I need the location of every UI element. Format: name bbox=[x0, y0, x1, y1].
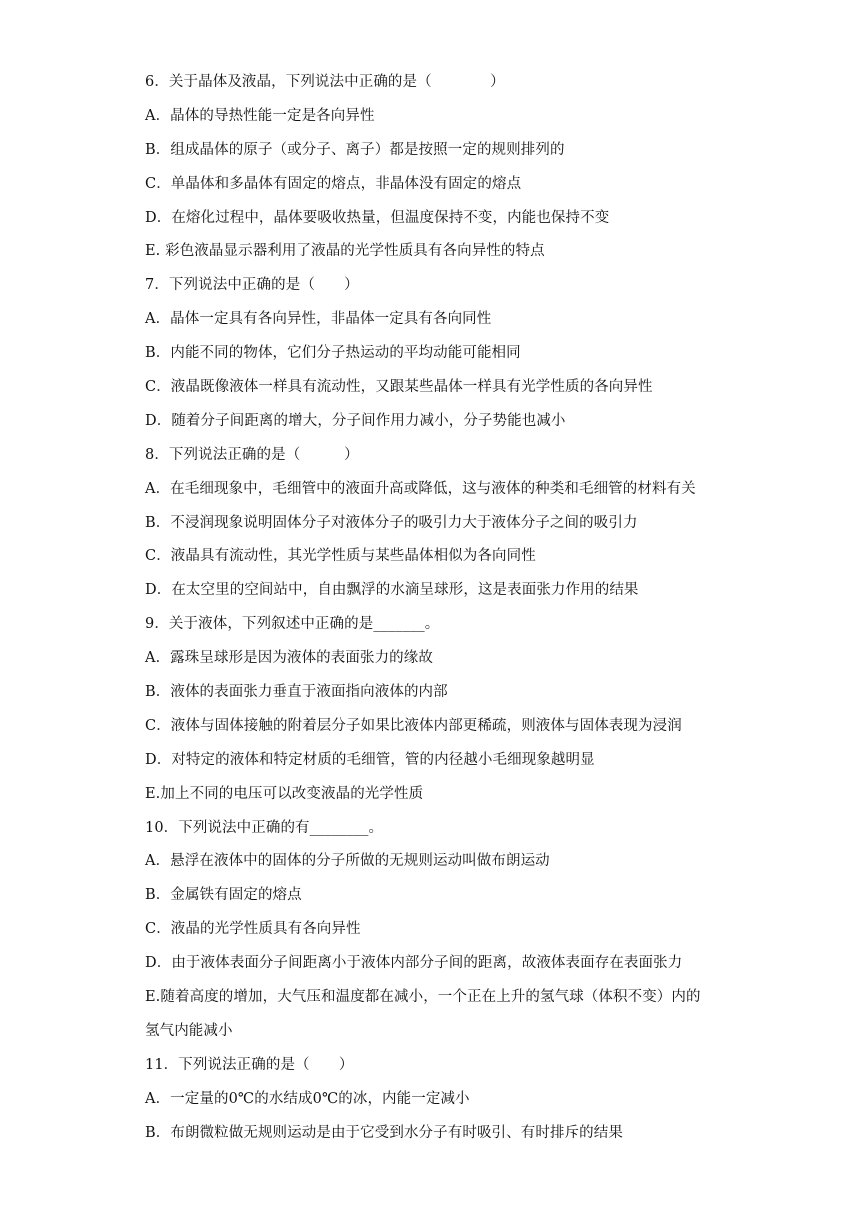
q7-option-c: C．液晶既像液体一样具有流动性，又跟某些晶体一样具有光学性质的各向异性 bbox=[145, 379, 653, 396]
document-page bbox=[145, 66, 745, 1151]
q7-option-b: B．内能不同的物体，它们分子热运动的平均动能可能相同 bbox=[145, 345, 521, 362]
q8-stem: 8．下列说法正确的是（ ） bbox=[145, 446, 359, 463]
q10-option-e: E.随着高度的增加，大气压和温度都在减小，一个正在上升的氢气球（体积不变）内的 bbox=[145, 989, 701, 1006]
q10-option-a: A．悬浮在液体中的固体的分子所做的无规则运动叫做布朗运动 bbox=[145, 853, 550, 870]
q10-option-b: B．金属铁有固定的熔点 bbox=[145, 887, 302, 904]
q7-option-a: A．晶体一定具有各向异性，非晶体一定具有各向同性 bbox=[145, 311, 492, 328]
q9-option-e: E.加上不同的电压可以改变液晶的光学性质 bbox=[145, 785, 424, 802]
q9-stem: 9．关于液体，下列叙述中正确的是_______。 bbox=[145, 616, 440, 633]
q10-option-e-continued: 氢气内能减小 bbox=[145, 1022, 233, 1039]
q9-option-b: B．液体的表面张力垂直于液面指向液体的内部 bbox=[145, 684, 448, 701]
q6-option-c: C．单晶体和多晶体有固定的熔点，非晶体没有固定的熔点 bbox=[145, 175, 522, 192]
q8-option-a: A．在毛细现象中，毛细管中的液面升高或降低，这与液体的种类和毛细管的材料有关 bbox=[145, 480, 696, 497]
q11-option-b: B．布朗微粒做无规则运动是由于它受到水分子有时吸引、有时排斥的结果 bbox=[145, 1124, 623, 1141]
q10-stem: 10．下列说法中正确的有________。 bbox=[145, 819, 384, 836]
q9-option-d: D．对特定的液体和特定材质的毛细管，管的内径越小毛细现象越明显 bbox=[145, 751, 595, 768]
q9-option-c: C．液体与固体接触的附着层分子如果比液体内部更稀疏，则液体与固体表现为浸润 bbox=[145, 717, 682, 734]
q10-option-d: D．由于液体表面分子间距离小于液体内部分子间的距离，故液体表面存在表面张力 bbox=[145, 955, 683, 972]
q9-option-a: A．露珠呈球形是因为液体的表面张力的缘故 bbox=[145, 650, 433, 667]
q6-option-a: A．晶体的导热性能一定是各向异性 bbox=[145, 107, 375, 124]
q7-stem: 7．下列说法中正确的是（ ） bbox=[145, 277, 359, 294]
q6-stem: 6．关于晶体及液晶，下列说法中正确的是（ ） bbox=[145, 74, 505, 90]
q7-option-d: D．随着分子间距离的增大，分子间作用力减小，分子势能也减小 bbox=[145, 412, 566, 429]
q8-option-c: C．液晶具有流动性，其光学性质与某些晶体相似为各向同性 bbox=[145, 548, 536, 565]
q10-option-c: C．液晶的光学性质具有各向异性 bbox=[145, 921, 361, 938]
q8-option-b: B．不浸润现象说明固体分子对液体分子的吸引力大于液体分子之间的吸引力 bbox=[145, 514, 638, 531]
q6-option-e: E. 彩色液晶显示器利用了液晶的光学性质具有各向异性的特点 bbox=[145, 243, 545, 260]
q6-option-b: B．组成晶体的原子（或分子、离子）都是按照一定的规则排列的 bbox=[145, 141, 565, 158]
q8-option-d: D．在太空里的空间站中，自由飘浮的水滴呈球形，这是表面张力作用的结果 bbox=[145, 582, 639, 599]
q11-stem: 11．下列说法正确的是（ ） bbox=[145, 1056, 354, 1073]
q6-option-d: D．在熔化过程中，晶体要吸收热量，但温度保持不变，内能也保持不变 bbox=[145, 209, 610, 226]
q11-option-a: A．一定量的0℃的水结成0℃的冰，内能一定减小 bbox=[145, 1090, 470, 1107]
